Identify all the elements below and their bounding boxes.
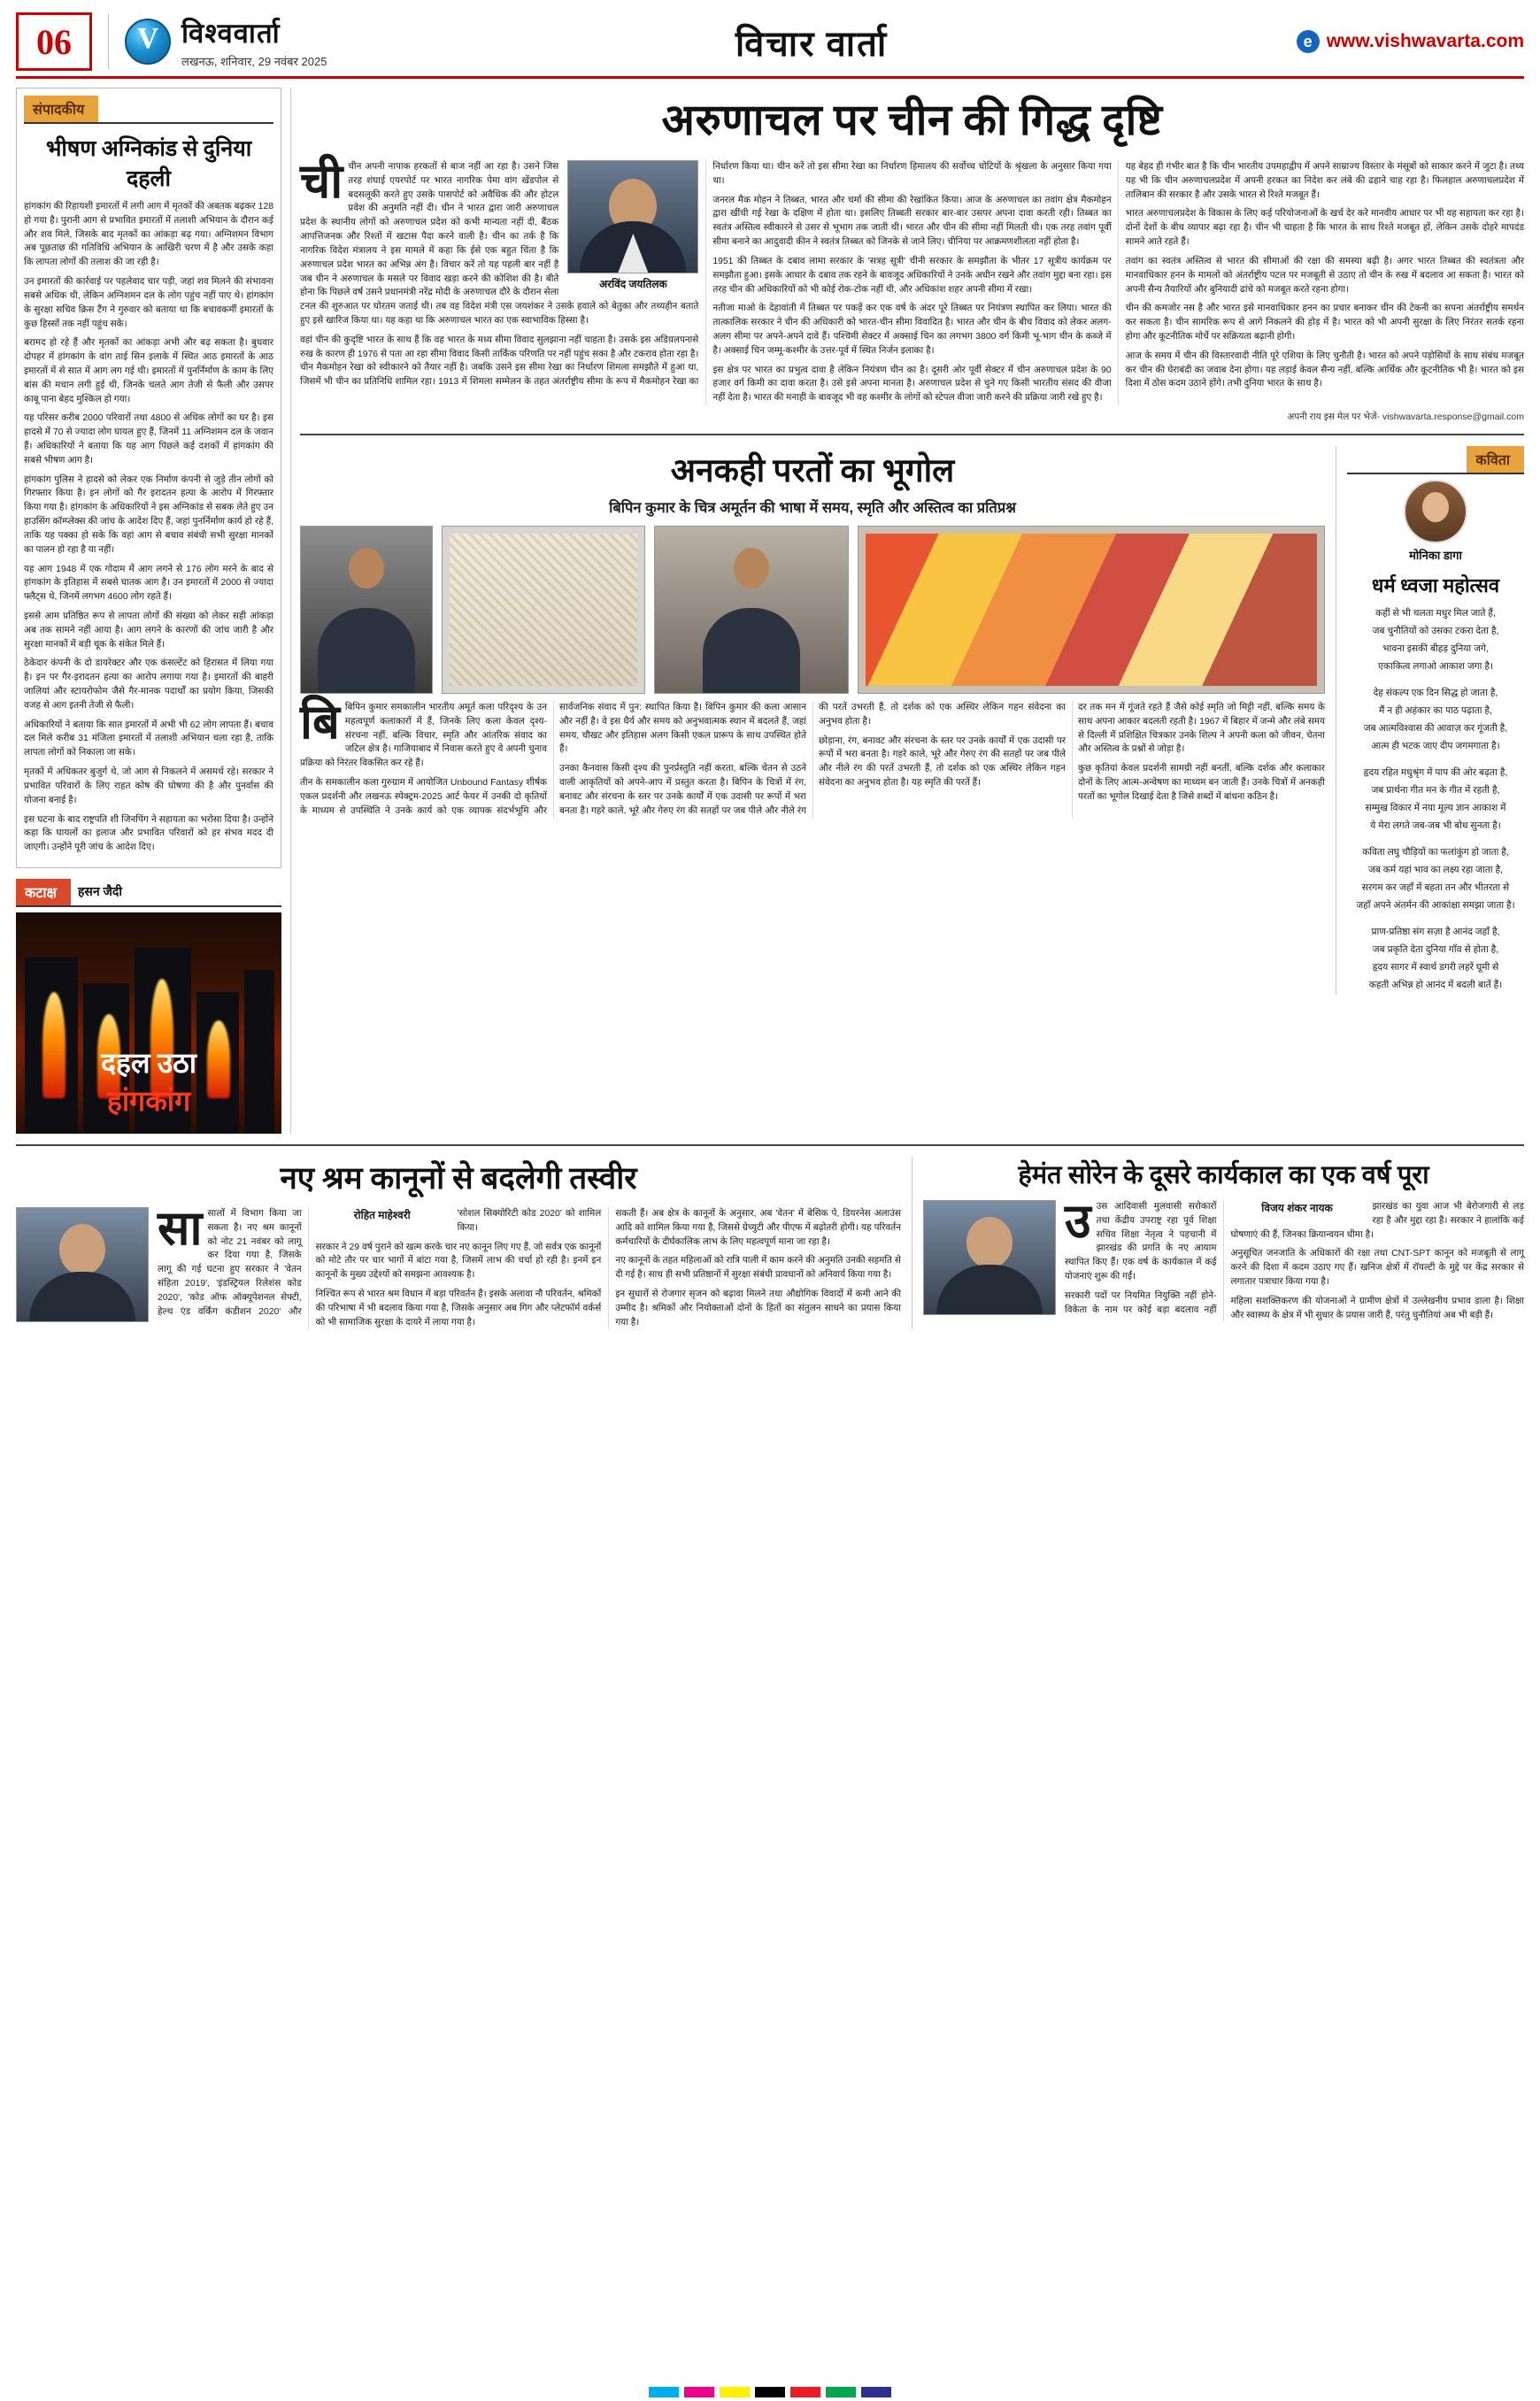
kataksh-tag: कटाक्ष	[16, 879, 71, 905]
divider	[300, 434, 1524, 435]
poet-name: मोनिका डागा	[1409, 549, 1462, 562]
poem-line: ये मेरा लगते जब-जब भी बोध सुनता है।	[1370, 820, 1501, 831]
paragraph: चीन की कमजोर नस है और भारत इसे मानवाधिकार हनन का प्रचार बनाकर चीन की टेकनी का सपना अंतर्राष्ट्रीय समर्थन कर सकता है। चीन सामरिक रूप से आगे निकलने की होड़ में है। भारत को भी अपनी सुरक्षा के लिए निरंतर सतर्क रहना होगा और कूटनीतिक मोर्चे पर सक्रियता बढ़ानी होगी।	[1125, 304, 1524, 342]
ankahi-photos	[300, 526, 1325, 694]
poem-line: जब आत्मविश्वास की आवाज़ कर गूंजती है,	[1363, 723, 1508, 734]
soren-body	[923, 1194, 1524, 1323]
ankahi-headline: अनकही परतों का भूगोल	[670, 453, 955, 489]
paragraph: सालों में विभाग किया जा सकता है। नए श्रम कानूनों को नोट 21 नवंबर को लागू कर दिया गया है, जिसके लागू की गई घटना हुए सरकार ने 'वेतन संहिता 2019', 'इंडस्ट्रियल रिलेशंस कोड 2020', 'कोड ऑफ ऑक्यूपेशनल सेफ्टी, हेल्थ एंड वर्किंग कंडीशन 2020' और 'सोशल सिक्योरिटी कोड 2020' को शामिल किया।	[158, 1208, 602, 1317]
main-article-body	[300, 155, 1524, 405]
artist-portrait-photo	[300, 526, 433, 694]
page-number: 06	[16, 12, 92, 71]
ankahi-body	[300, 696, 1325, 819]
paragraph: इन सुधारों से रोजगार सृजन को बढ़ावा मिलने तथा औद्योगिक विवादों में कमी आने की उम्मीद है। श्रमिकों और नियोक्ताओं दोनों के हितों का संतुलन साधने का प्रयास किया गया है।	[615, 1289, 901, 1327]
labour-law-headline: नए श्रम कानूनों से बदलेगी तस्वीर	[280, 1160, 637, 1196]
dropcap: ची	[300, 155, 343, 208]
paragraph: महिला सशक्तिकरण की योजनाओं ने ग्रामीण क्षेत्रों में उल्लेखनीय प्रभाव डाला है। शिक्षा और स्वास्थ्य के क्षेत्र में भी सुधार के प्रयास जारी हैं, परंतु चुनौतियां अब भी बड़ी हैं।	[1230, 1296, 1524, 1320]
poem-line: कविता लघु चौड़ियों का फलांकुंग हो जाता है,	[1362, 847, 1509, 858]
editorial-tag-wrap	[24, 96, 273, 124]
paragraph: बरामद हो रहे हैं और मृतकों का आंकड़ा अभी और बढ़ सकता है। बुधवार दोपहर में हांगकांग के वांग ताई सिन इलाके में स्थित आठ इमारतों के आठ इमारतों में से सात में आग लग गई थी। इमारतों में पुनर्निर्माण के काम के लिए बांस की मचान लगी हुई थी, जिनके चलते आग तेजी से फैली और उसपर काबू पाना बेहद मुश्किल हो गया।	[24, 338, 273, 404]
kataksh-image-line2: हांगकांग	[106, 1084, 191, 1117]
paragraph: हांगकांग की रिहायशी इमारतों में लगी आग में मृतकों की अबतक बढ़कर 128 हो गया है। पुरानी आग से प्रभावित इमारतों में तलाशी अभियान के दौरान कई और शव मिले, जिसके बाद मृतकों का आंकड़ा बढ़ गया। अग्निशमन विभाग अब पूछताछ की गतिविधि अभियान के आखिरी चरण में है और उसके कहा कि लापता लोगों की तलाश की जा रही है।	[24, 202, 273, 268]
gallery-wall-photo	[442, 526, 645, 694]
poem-line: भावना इसकी बीहड़ दुनिया जगे,	[1382, 643, 1489, 654]
paragraph: उनका कैनवास किसी दृश्य की पुनर्प्रस्तुति नहीं करता, बल्कि चेतन से उठने वाली आकृतियों को अपने-आप में प्रस्तुत करता है। बिपिन के चित्रों में रंग, बनावट और संरचना के स्तर पर उनके कार्यों में एक उदासी पर रूपों में भरा बनता है। गहरे काले, भूरे और गेरुए रंग की सतहों पर जब पीले और नीले रंग की परतें उभरती हैं, तो दर्शक को एक अस्थिर लेकिन गहन संवेदना का अनुभव होता है।	[559, 703, 1066, 816]
abstract-painting-photo	[858, 526, 1325, 694]
paragraph: दर तक मन में गूंजते रहते हैं जैसे कोई स्मृति जो मिट्टी नहीं, बल्कि समय के साथ अपना आकार बदलती रहती है। 1967 में बिहार में जन्मे और लंबे समय से दिल्ली में प्रशिक्षित चित्रकार उनके शिल्प ने अपनी कला को जीवन, चेतना और अस्तित्व के प्रश्नों से जोड़ा है।	[1078, 703, 1325, 755]
dropcap: उ	[1065, 1194, 1091, 1248]
bottom-section	[16, 1157, 1524, 1330]
dropcap: बि	[300, 696, 340, 749]
hongkong-fire-photo	[16, 912, 281, 1134]
editorial-title: भीषण अग्निकांड से दुनिया दहली	[45, 137, 252, 191]
paragraph: इस क्षेत्र पर भारत का प्रभुत्व दावा है लेकिन नियंत्रण चीन का है। दूसरी ओर पूर्वी सेक्टर में चीन अरुणाचल प्रदेश के 90 हजार वर्ग किमी का दावा करता है। उसे इसे अपना मानता है। अरुणाचल प्रदेश से चुने गए किसी भारतीय संसद की वीजा नहीं देता है। भारत की मनाही के बावजूद भी वह कश्मीर के लोगों को स्टेपल वीजा जारी करने की प्रक्रिया जारी रखे हुए है।	[712, 365, 1112, 404]
soren-article	[923, 1157, 1524, 1330]
paragraph: मृतकों में अधिकतर बुजुर्ग थे, जो आग से निकलने में असमर्थ रहे। सरकार ने प्रभावित परिवारों के लिए राहत कोष की घोषणा की है और पुनर्वास की योजना बनाई है।	[24, 767, 273, 805]
main-column	[300, 88, 1524, 1134]
page-body	[16, 88, 1524, 1134]
paragraph: तवांग का स्वतंत्र अस्तित्व से भारत की सीमाओं की रक्षा की समस्या बढ़ी है। अगर भारत तिब्बत की स्वतंत्रता और मानवाधिकार हनन के मामलों को अंतर्राष्ट्रीय पटल पर मजबूती से उठाए तो चीन के रुख में बदलाव आ सकता है। भारत को अपनी सैन्य तैयारियों और बुनियादी ढांचे को मजबूत करते रहना होगा।	[1125, 256, 1524, 295]
poem-line: हृदय सागर में स्वार्थ डगरी लहरें घूमी से	[1372, 962, 1499, 973]
poem-line: कहीं से भी चलता मधुर मिल जाते हैं,	[1375, 608, 1496, 619]
paragraph: उस आदिवासी मुलवासी सरोकारों तथा केंद्रीय उपराष्ट्र रहा पूर्व शिक्षा सचिव शिक्षा नेतृत्व ने पहचानी में झारखंड की प्रगति के नए आयाम स्थापित किए हैं। एक वर्ष के कार्यकाल में कई योजनाएं शुरू की गईं।	[1065, 1201, 1217, 1281]
ankahi-subhead: बिपिन कुमार के चित्र अमूर्तन की भाषा में समय, स्मृति और अस्तित्व का प्रतिप्रश्न	[609, 500, 1016, 516]
kavita-box	[1347, 446, 1524, 995]
author-name: अरविंद जयतिलक	[598, 278, 667, 290]
paragraph: वहां चीन की कुदृष्टि भारत के साथ हैं कि वह भारत के मध्य सीमा विवाद सुलझाना नहीं चाहता है। उसके इस अडिय़लपनासे रुख के कारण ही 1976 से पता आ रहा सीमा विवाद किसी तार्किक परिणति पर नहीं पहुंच सका है और टकराव होता रहा है। चीन मैकमोहन रेखा को स्वीकारने को तैयार नहीं है। जबकि उसने इस सीमा रेखा का निर्धारण शिमला समझौते में हुआ था, जिसमें भी चीन का प्रतिनिधि शामिल रहा। 1913 में शिमला सम्मेलन के तहत अंतर्राष्ट्रीय सीमा के रूप में मैकमोहन रेखा का निर्धारण किया था। चीन करें तो इस सीमा रेखा का निर्धारण हिमालय की सर्वोच्च चोटियों के श्रृंखला के अनुसार किया गया था।	[300, 162, 1112, 388]
editorial-body	[24, 200, 273, 855]
paragraph: यह बेहद ही गंभीर बात है कि चीन भारतीय उपमहाद्वीप में अपने साम्राज्य विस्तार के मंसूबों को साकार करने में जुटा है। तथ्य यह भी कि चीन अरुणाचलप्रदेश में अपनी हरकत का निदेश कर लंबे की ढहाने चाह रहा है। फिलहाल अरुणाचलप्रदेश में तालिबान की सरकार है और उसके भारत से रिश्ते मजबूत हैं।	[1125, 162, 1524, 200]
paragraph: इससे आम प्रतिष्ठित रूप से लापता लोगों की संख्या को लेकर सही आंकड़ा अब तक सामने नहीं आया है। आग लगने के कारणों की जांच जारी है और सुरक्षा मानकों में बड़ी चूक के संकेत मिले हैं।	[24, 611, 273, 650]
poem-line: जहाँ अपने अंतर्मन की आकांक्षा समझा जाता है।	[1356, 900, 1515, 911]
poem-line: सम्मुख विकार में नया मूल्य ज्ञान आकाश में	[1365, 803, 1506, 813]
column-divider	[290, 88, 291, 1134]
author2-name: रोहित माहेश्वरी	[353, 1208, 411, 1221]
paragraph: सकती हैं। अब क्षेत्र के कानूनों के अनुसार, अब 'वेतन' में बेसिक पे, डियरनेस अलाउंस आदि को शामिल किया गया है, जिससे ग्रेच्युटी और पीएफ में बढ़ोतरी होगी। यह परिवर्तन कर्मचारियों के दीर्घकालिक लाभ के लिए महत्वपूर्ण माना जा रहा है।	[615, 1208, 901, 1247]
paragraph: नए कानूनों के तहत महिलाओं को रात्रि पाली में काम करने की अनुमति उनकी सहमति से दी गई है। साथ ही सभी प्रतिष्ठानों में सुरक्षा संबंधी प्रावधानों को अनिवार्य किया गया है।	[615, 1256, 901, 1281]
paragraph: चीन अपनी नापाक हरकतों से बाज नहीं आ रहा है। उसने जिस तरह शंघाई एयरपोर्ट पर भारत नागरिक पेमा वांग खेंडपोल से बदसलूकी करते हुए उसके पासपोर्ट को अवैधिक की और होटल प्रवेश की अनुमति नहीं दी। चीन ने भारत द्वारा जारी अरुणाचल प्रदेश के स्थानीय लोगों को अरुणाचल प्रदेश को कभी मान्यता नहीं दी, बैंठक आपत्तिजनक और रिश्तों में खटास पैदा करने वाली है। चीन का तर्क है कि नागरिक विदेश मंत्रालय ने इस मामले में कहा कि ईसे एक बहुत चिंता है कि अरुणाचल प्रदेश भारत का अभिन्न अंग है। विचार करें तो यह पहली बार नहीं है जब चीन ने अरुणाचल के मसले पर विवाद खड़ा करने की कोशिश की है। बीते होना कि पिछले वर्ष उसने प्रधानमंत्री नरेंद्र मोदी के अरुणाचल दौरे के दौरान सेला टनल की शुरुआत पर घोरतम जताई थी। तब वह विदेश मंत्री एस जयशंकर ने उसके हवाले को बेतुका और तथ्यहीन बताते हुए इसे खारिज किया था। यह कहा था कि अरुणाचल भारत का एक स्वाभाविक हिस्सा है।	[300, 162, 699, 326]
paragraph: सरकारी पदों पर नियमित नियुक्ति नहीं होने-विकेता के नाम पर कोई बड़ा बदलाव नहीं झारखंड का युवा आज भी बेरोजगारी से लड़ रहा है और मुद्दा रहा है। सरकार ने हालांकि कई घोषणाएं की हैं, जिनका क्रियान्वयन धीमा है।	[1065, 1201, 1524, 1315]
poem-line: जब कर्म यहां भाव का लक्ष्य रहा जाता है,	[1367, 865, 1504, 875]
paragraph: इस घटना के बाद राष्ट्रपति शी जिनपिंग ने सहायता का भरोसा दिया है। उन्होंने कहा कि घायलों का इलाज और प्रभावित परिवारों को हर संभव मदद दी जाएगी। उन्होंने पूरी जांच के आदेश दिए।	[24, 814, 273, 853]
labour-law-body	[16, 1201, 901, 1330]
main-headline: अरुणाचल पर चीन की गिद्ध दृष्टि	[661, 96, 1163, 144]
poem-body	[1347, 605, 1524, 993]
author-email-note: अपनी राय इस मेल पर भेजें- vishwavarta.response@gmail.com	[1287, 412, 1524, 422]
poem-line: जब चुनौतियों को उसका टकरा देता है,	[1372, 626, 1499, 636]
brand-title: विश्ववार्ता	[181, 18, 281, 49]
poem-line: आत्म ही भटक जाए दीप जगमगाता है।	[1371, 741, 1500, 751]
author-card	[567, 160, 698, 291]
author2-portrait	[16, 1207, 149, 1322]
paragraph: निश्चित रूप से भारत श्रम विधान में बड़ा परिवर्तन है। इसके अलावा नौ परिवर्तन, श्रमिकों की परिभाषा में भी बदलाव किया गया है, जिसके अनुसार अब गिग और प्लेटफॉर्म वर्कर्स को भी सामाजिक सुरक्षा के दायरे में लाया गया है।	[315, 1289, 602, 1327]
kataksh-author: हसन जैदी	[77, 884, 122, 899]
paragraph: अधिकारियों ने बताया कि सात इमारतों में अभी भी 62 लोग लापता हैं। बचाव दल मिले करीब 31 मंजिला इमारतों में तलाशी अभियान चला रहा है, ताकि लापता लोगों को निकाला जा सके।	[24, 720, 273, 758]
brand-logo	[108, 14, 327, 69]
paragraph: यह परिसर करीब 2000 परिवारों तथा 4800 से अधिक लोगों का घर है। इस हादसे में 70 से ज्यादा लोग घायल हुए हैं, जिनमें 11 अग्निशमन दल के जवान हैं। अधिकारियों ने बताया कि यह आग पिछले कई दशकों में हांगकांग की सबसे भीषण आग है।	[24, 413, 273, 466]
poem-title: धर्म ध्वजा महोत्सव	[1371, 574, 1500, 596]
ankahi-section	[300, 446, 1524, 995]
poem-line: एकाकित्व लगाओ आकाश जगा है।	[1378, 661, 1493, 672]
poem-line: जब प्रकृति देता दुनिया गाँव से होता है,	[1372, 944, 1499, 955]
labour-law-article	[16, 1157, 901, 1330]
author3-name: विजय शंकर नायक	[1261, 1201, 1333, 1214]
masthead	[16, 12, 1524, 79]
paragraph: कुछ कृतियां केवल प्रदर्शनी सामग्री नहीं बनतीं, बल्कि दर्शक और कलाकार दोनों के लिए आत्म-अन्वेषण का माध्यम बन जाती हैं। उनके चित्रों में अनकही परतों का भूगोल दिखाई देता है जिसे शब्दों में बांधना कठिन है।	[1078, 764, 1325, 802]
paragraph: छोड़ाना, रंग, बनावट और संरचना के स्तर पर उनके कार्यों में एक उदासी पर रूपों में भरा बनता है। गहरे काले, भूरे और गेरुए रंग की सतहों पर जब पीले और नीले रंग की परतें उभरती हैं, तो दर्शक को एक अस्थिर लेकिन गहन संवेदना का अनुभव होता है। यह स्मृति की परतें हैं।	[819, 735, 1066, 789]
paragraph: तीन के समकालीन कला गुरुग्राम में आयोजित Unbound Fantasy शीर्षक एकल प्रदर्शनी और लखनऊ स्पेक्ट्रम-2025 आर्ट फेयर में उनकी दो कृतियों के माध्यम से उपस्थिति ने उनके कार्य को एक व्यापक संदर्भभूमि और सार्वजनिक संवाद में पुन: स्थापित किया है। बिपिन कुमार की कला आसान और नहीं है। वे इस धैर्य और समय को अनुभवात्मक स्थान में बदलते हैं, जहां समय, चौखट और इतिहास अलग किसी एकल प्रारूप के साथ उपस्थित होते हैं।	[300, 703, 806, 816]
dropcap: सा	[158, 1201, 203, 1255]
paragraph: उन इमारतों की कार्रवाई पर पहलेवाद चार पड़ी, जहां शव मिलने की संभावना सबसे अधिक थी, लेकिन अग्निशमन दल के लोग पहुंच नहीं पाए थे। हांगकांग के सुरक्षा सचिव क्रिस टैंग ने गुरुवार को बताया था कि बचावकर्मी इमारतों के कुछ हिस्सों तक नहीं पहुंच सके।	[24, 277, 273, 329]
paragraph: हांगकांग पुलिस ने हादसे को लेकर एक निर्माण कंपनी से जुड़े तीन लोगों को गिरफ्तार किया है। इन लोगों को गैर इरादतन हत्या के आरोप में गिरफ्तार किया गया है। हांगकांग के अधिकारियों ने इस अग्निकांड से सबक लेते हुए उन हाउसिंग कॉम्प्लेक्स की जांच के आदेश दिए हैं, जहां पुनर्निर्माण कार्य हो रहे हैं, ताकि यह पक्का हो सके कि वहां आग से बचाव संबंधी सभी सुरक्षा मानकों का पालन हो रहा है या नहीं।	[24, 474, 273, 555]
poet-portrait	[1404, 480, 1467, 543]
curator-portrait-photo	[654, 526, 849, 694]
divider	[16, 1144, 1524, 1146]
soren-headline: हेमंत सोरेन के दूसरे कार्यकाल का एक वर्ष पूरा	[1018, 1160, 1429, 1189]
paragraph: सरकार ने 29 वर्ष पुराने को खत्म करके चार नए कानून लिए गए हैं, जो सर्वत्र एक कानूनों को मोटे तौर पर चार भागों में बांटा गया है, जिसमें लाभ की चर्चा हो रही है। इनमें इन कानूनों के मुख्य उद्देश्यों को समझना आवश्यक है।	[315, 1242, 602, 1281]
globe-icon	[125, 19, 171, 65]
poem-line: सरगम कर जहाँ में बहता तन और भीतरता से	[1361, 882, 1510, 893]
poem-line: मैं न ही अहंकार का पाठ पढ़ाता है,	[1379, 705, 1492, 716]
author-portrait	[567, 160, 698, 273]
paragraph: आज के समय में चीन की विस्तारवादी नीति पूरे एशिया के लिए चुनौती है। भारत को अपने पड़ोसियों के साथ संबंध मजबूत कर चीन की घेराबंदी का जवाब देना होगा। यह लड़ाई केवल सैन्य नहीं, बल्कि आर्थिक और कूटनीतिक भी है। भारत को इस दिशा में ठोस कदम उठाने होंगे। तभी दुनिया भारत के साथ है।	[1125, 350, 1524, 389]
section-title	[327, 18, 1296, 66]
brand-subtitle: लखनऊ, शनिवार, 29 नवंबर 2025	[181, 55, 327, 68]
paragraph: जनरल मैक मोहन ने तिब्बत, भारत और चर्मा की सीमा की रेखांकित किया। आज के अरुणाचल का तवांग क्षेत्र मैकमोहन द्वारा खींची गई रेखा के दक्षिण में होता था। इसलिए तिब्बती सरकार बार-बार उसपर अपना दावा करती रही। तिब्बत का स्वतंत्र अस्तित्व स्वीकारने से उसर से भूभाग तक जाती थी। भारत और चीन की सीमा नहीं मिलती थी। एक तरह तवांग पूर्वी सीमा बनाने का आदुवादी कीन ने स्वतंत्र तिब्बत को जिनके से जाने लिए। चीनिया पर आक्रमणशीलता नहीं होता है।	[712, 195, 1112, 248]
editorial-box	[16, 88, 281, 868]
paragraph: नतीजा माओ के देहावांती में तिब्बत पर पकड़ें कर एक वर्ष के अंदर पूरे तिब्बत पर नियंत्रण स्थापित कर लिया। भारत की तात्कालिक सरकार ने चीन की अधिकारी को भारत-चीन सीमा विवादित है। भारत और चीन के बीच विवाद को लेकर अलग-अलग सीमा पर अपने-अपने दावे हैं। पश्चिमी सेक्टर में अक्साई चिन का लगभग 3800 वर्ग किमी भू-भाग चीन के कब्जे में है। अक्साई चिन जम्मू-कश्मीर के उत्तर-पूर्व में स्थित निर्जन इलाका है।	[712, 304, 1112, 356]
editorial-tag: संपादकीय	[24, 96, 98, 122]
cmyk-registration-bar	[0, 2387, 1540, 2397]
poem-line: हृदय रहित मधुश्रृंग में पाप की ओर बढ़ता है,	[1363, 767, 1508, 778]
paragraph: ठेकेदार कंपनी के दो डायरेक्टर और एक कंसल्टेंट को हिरासत में लिया गया है। इन पर गैर-इरादतन हत्या का आरोप लगाया गया है। इमारतों की बाहरी जालियां और स्टायरोफोम जैसे गैर-मानक पदार्थों का प्रयोग किया, जिसकी वजह से आग इतनी तेजी से फैली।	[24, 658, 273, 711]
kataksh-image-line1: दहल उठा	[100, 1046, 197, 1079]
poem-line: प्राण-प्रतिष्ठा संग सज़ा है आनंद जहाँ है,	[1371, 927, 1500, 937]
section-title-text: विचार वार्ता	[735, 23, 889, 64]
website-link[interactable]	[1297, 30, 1524, 53]
paragraph: अनुसूचित जनजाति के अधिकारों की रक्षा तथा CNT-SPT कानून को मजबूती से लागू करने की दिशा में कदम उठाए गए हैं। खनिज क्षेत्रों में रॉयल्टी के मुद्दे पर केंद्र सरकार से लगातार पत्राचार किया गया है।	[1230, 1249, 1524, 1287]
poem-line: कहती अभिन्न हो आनंद में बदली बातें हैं।	[1368, 980, 1503, 990]
website-url[interactable]: www.vishwavarta.com	[1326, 31, 1524, 51]
left-column	[16, 88, 281, 1134]
paragraph: यह आग 1948 में एक गोदाम में आग लगने से 176 लोग मरने के बाद से हांगकांग के इतिहास में सबसे घातक आग है। उन इमारतों में 2000 से ज्यादा फ्लैट्स थे, जिनमें लगभग 4600 लोग रहते हैं।	[24, 564, 273, 603]
kavita-tag: कविता	[1467, 446, 1524, 473]
kataksh-box	[16, 879, 281, 1134]
paragraph: बिपिन कुमार समकालीन भारतीय अमूर्त कला परिदृश्य के उन महत्वपूर्ण कलाकारों में हैं, जिनके लिए कला केवल दृश्य-संरचना नहीं, बल्कि विचार, स्मृति और आंतरिक संवाद का जटिल क्षेत्र है। गाजियाबाद में निवास करते हुए वे अपनी चुनाव प्रक्रिया को निरंतर विकसित कर रहे हैं।	[300, 703, 547, 769]
poem-line: देह संकल्प एक दिन सिद्ध हो जाता है,	[1373, 688, 1498, 698]
paragraph: भारत अरुणाचलप्रदेश के विकास के लिए कई परियोजनाओं के खर्च देर करे मानवीय आधार पर भी वह सहायता कर रहा है। दोनों देशों के बीच व्यापार बढ़ा रहा है। चीन भी चाहता है कि भारत के साथ रिश्ते मजबूत हों, लेकिन उसके दोहरे मापदंड सामने आते रहते हैं।	[1125, 209, 1524, 248]
author3-portrait	[923, 1200, 1056, 1315]
poem-line: जब प्रार्थना गीत मन के गीत में रहती है,	[1371, 785, 1500, 796]
paragraph: 1951 की तिब्बत के दबाव लामा सरकार के 'सत्रह सूत्री' चीनी सरकार के समझौता के भीतर 17 सूत्रीय कार्यक्रम पर समझौता हुआ। इसके आधार के दबाव तक रहने के बावजूद अधिकारियों ने उनके अधीन रखने और तवांग मुद्दा बना रहा। इस तरह चीन की अधिकारियों को भी कोई रोक-टोक नहीं थी, और अधिकांश शहर अपनी सीमा में रखा।	[712, 256, 1112, 295]
e-circle-icon: e	[1297, 30, 1320, 53]
